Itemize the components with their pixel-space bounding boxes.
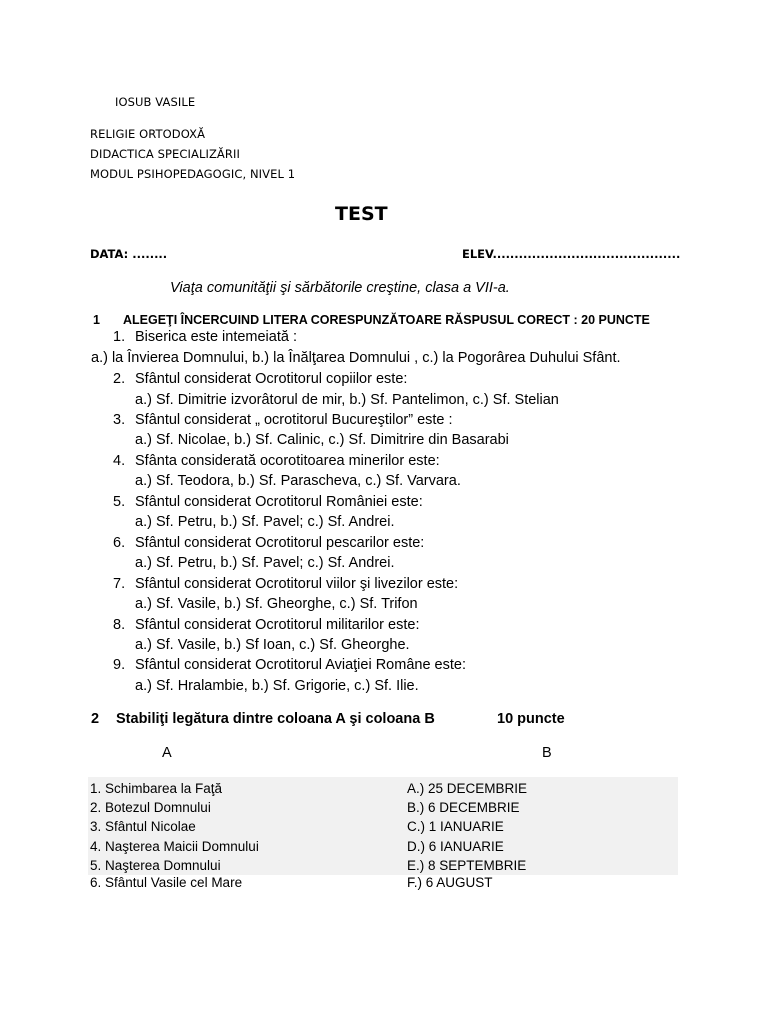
- header-line-1: RELIGIE ORTODOXĂ: [90, 127, 206, 141]
- question-5-number: 5.: [113, 494, 126, 510]
- question-6-number: 6.: [113, 535, 126, 551]
- question-7-number: 7.: [113, 576, 126, 592]
- table-row-4-a: 4. Naşterea Maicii Domnului: [90, 839, 259, 854]
- page-title: TEST: [335, 203, 388, 225]
- table-row-2-b: B.) 6 DECEMBRIE: [407, 800, 520, 815]
- section1-number: 1: [93, 313, 100, 327]
- question-9-text: Sfântul considerat Ocrotitorul Aviaţiei Române este:: [135, 657, 466, 673]
- table-row-3-a: 3. Sfântul Nicolae: [90, 819, 196, 834]
- section1-heading: ALEGEŢI ÎNCERCUIND LITERA CORESPUNZĂTOARE RĂSPUSUL CORECT : 20 PUNCTE: [123, 313, 650, 327]
- question-5-text: Sfântul considerat Ocrotitorul României este:: [135, 494, 423, 510]
- question-5-answers: a.) Sf. Petru, b.) Sf. Pavel; c.) Sf. Andrei.: [135, 514, 395, 530]
- question-3-text: Sfântul considerat „ ocrotitorul Bucureştilor” este :: [135, 412, 453, 428]
- question-1-number: 1.: [113, 329, 126, 345]
- section2-number: 2: [91, 711, 100, 727]
- question-8-answers: a.) Sf. Vasile, b.) Sf Ioan, c.) Sf. Gheorghe.: [135, 637, 410, 653]
- question-8-number: 8.: [113, 617, 126, 633]
- question-9-number: 9.: [113, 657, 126, 673]
- question-3-answers: a.) Sf. Nicolae, b.) Sf. Calinic, c.) Sf. Dimitrire din Basarabi: [135, 432, 509, 448]
- question-6-answers: a.) Sf. Petru, b.) Sf. Pavel; c.) Sf. Andrei.: [135, 555, 395, 571]
- table-row-5-a: 5. Naşterea Domnului: [90, 858, 221, 873]
- question-1-text: Biserica este intemeiată :: [135, 329, 297, 345]
- table-row-1-b: A.) 25 DECEMBRIE: [407, 781, 528, 796]
- question-3-number: 3.: [113, 412, 126, 428]
- header-line-3: MODUL PSIHOPEDAGOGIC, NIVEL 1: [90, 167, 296, 181]
- question-6-text: Sfântul considerat Ocrotitorul pescarilor este:: [135, 535, 425, 551]
- table-row-6-b: F.) 6 AUGUST: [407, 875, 493, 890]
- section2-heading: Stabiliţi legătura dintre coloana A şi coloana B: [116, 711, 435, 727]
- data-label: DATA: ........: [90, 247, 168, 261]
- table-row-1-a: 1. Schimbarea la Faţă: [90, 781, 223, 796]
- header-line-2: DIDACTICA SPECIALIZĂRII: [90, 147, 240, 161]
- question-9-answers: a.) Sf. Hralambie, b.) Sf. Grigorie, c.) Sf. Ilie.: [135, 678, 419, 694]
- question-4-answers: a.) Sf. Teodora, b.) Sf. Parascheva, c.) Sf. Varvara.: [135, 473, 461, 489]
- table-row-2-a: 2. Botezul Domnului: [90, 800, 211, 815]
- question-7-text: Sfântul considerat Ocrotitorul viilor şi livezilor este:: [135, 576, 459, 592]
- table-row-3-b: C.) 1 IANUARIE: [407, 819, 504, 834]
- question-4-text: Sfânta considerată ocorotitoarea minerilor este:: [135, 453, 440, 469]
- table-row-6-a: 6. Sfântul Vasile cel Mare: [90, 875, 243, 890]
- question-8-text: Sfântul considerat Ocrotitorul militarilor este:: [135, 617, 420, 633]
- question-2-answers: a.) Sf. Dimitrie izvorâtorul de mir, b.) Sf. Pantelimon, c.) Sf. Stelian: [135, 392, 559, 408]
- question-4-number: 4.: [113, 453, 126, 469]
- column-b-header: B: [542, 745, 552, 761]
- question-7-answers: a.) Sf. Vasile, b.) Sf. Gheorghe, c.) Sf. Trifon: [135, 596, 418, 612]
- elev-label: ELEV...........................................: [462, 247, 681, 261]
- question-2-number: 2.: [113, 371, 126, 387]
- section2-points: 10 puncte: [497, 711, 565, 727]
- table-row-5-b: E.) 8 SEPTEMBRIE: [407, 858, 527, 873]
- column-a-header: A: [162, 745, 172, 761]
- author-name: IOSUB VASILE: [115, 95, 196, 109]
- subtitle: Viaţa comunităţii şi sărbătorile creştine, clasa a VII-a.: [170, 280, 510, 296]
- question-1-answers: a.) la Învierea Domnului, b.) la Înălţarea Domnului , c.) la Pogorârea Duhului Sfânt.: [91, 350, 621, 366]
- table-row-4-b: D.) 6 IANUARIE: [407, 839, 504, 854]
- question-2-text: Sfântul considerat Ocrotitorul copiilor este:: [135, 371, 408, 387]
